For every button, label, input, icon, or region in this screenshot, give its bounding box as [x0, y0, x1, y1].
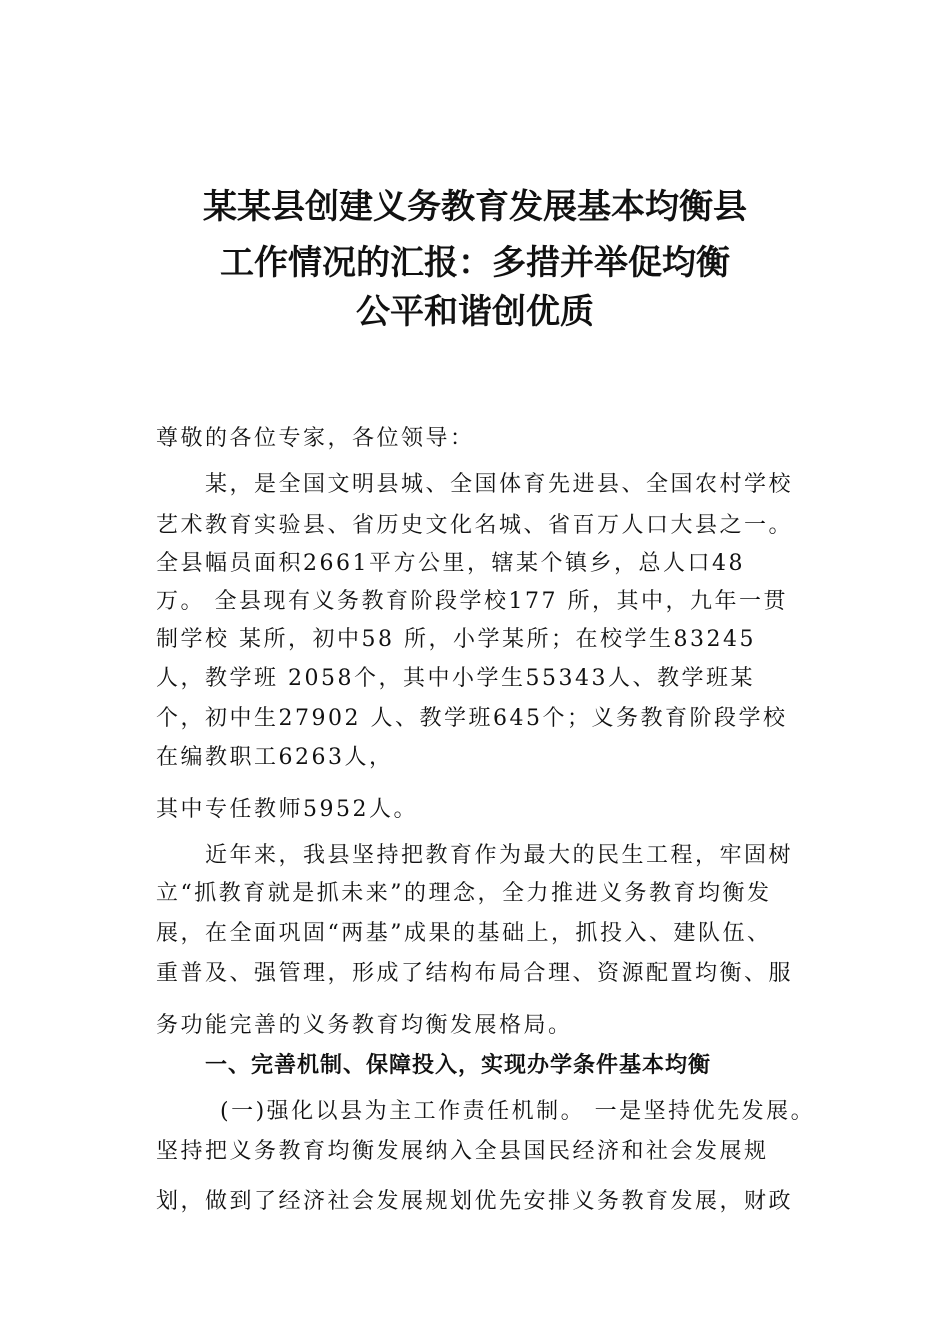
body-line: 划，做到了经济社会发展规划优先安排义务教育发展，财政: [156, 1189, 794, 1214]
body-line: 某，是全国文明县城、全国体育先进县、全国农村学校: [205, 472, 794, 497]
body-line: 近年来，我县坚持把教育作为最大的民生工程，牢固树: [205, 843, 794, 868]
body-line: 重普及、强管理，形成了结构布局合理、资源配置均衡、服: [156, 961, 794, 986]
salutation: 尊敬的各位专家，各位领导：: [156, 426, 475, 451]
document-title-line-1: 某某县创建义务教育发展基本均衡县: [203, 187, 747, 227]
body-line: 务功能完善的义务教育均衡发展格局。: [156, 1013, 573, 1038]
body-line: (一)强化以县为主工作责任机制。 一是坚持优先发展。: [220, 1099, 816, 1124]
body-line: 人，教学班 2058个，其中小学生55343人、教学班某: [156, 666, 755, 691]
body-line: 个，初中生27902 人、教学班645个；义务教育阶段学校: [156, 706, 788, 731]
document-title-line-3: 公平和谐创优质: [356, 292, 594, 332]
section-heading: 一、完善机制、保障投入，实现办学条件基本均衡: [205, 1053, 712, 1078]
body-line: 立“抓教育就是抓未来”的理念，全力推进义务教育均衡发: [156, 881, 772, 906]
body-line: 制学校 某所，初中58 所，小学某所；在校学生83245: [156, 627, 756, 652]
body-line: 展，在全面巩固“两基”成果的基础上，抓投入、建队伍、: [156, 921, 772, 946]
body-line: 全县幅员面积2661平方公里，辖某个镇乡，总人口48: [156, 551, 745, 576]
body-line: 艺术教育实验县、省历史文化名城、省百万人口大县之一。: [156, 513, 794, 538]
body-line: 其中专任教师5952人。: [156, 797, 418, 822]
body-line: 坚持把义务教育均衡发展纳入全县国民经济和社会发展规: [156, 1139, 769, 1164]
body-line: 在编教职工6263人，: [156, 745, 394, 770]
document-title-line-2: 工作情况的汇报：多措并举促均衡: [220, 243, 730, 283]
body-line: 万。 全县现有义务教育阶段学校177 所，其中，九年一贯: [156, 589, 788, 614]
